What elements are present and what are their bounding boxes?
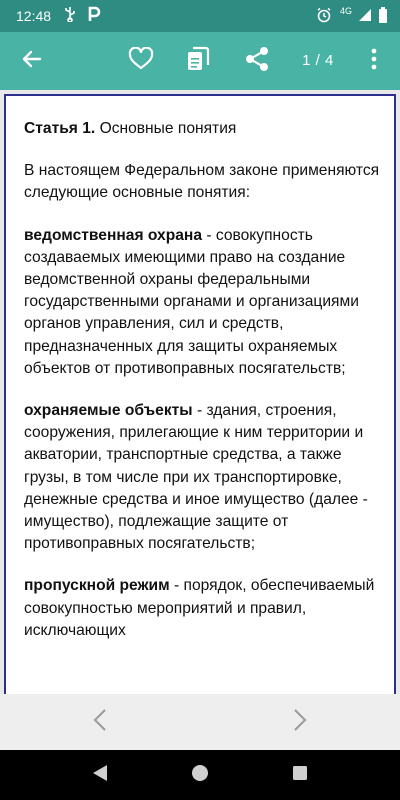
app-bar bbox=[0, 32, 400, 90]
heart-icon bbox=[128, 47, 154, 76]
copy-icon bbox=[186, 46, 210, 77]
signal-icon bbox=[358, 8, 372, 24]
system-recents-button[interactable] bbox=[288, 763, 312, 787]
definition-text: - совокупность создаваемых имеющими право на создание ведомственной охраны федеральными государственными органами и организациями органов управления, сил и средств, предназначенных для защиты охраняемых объектов от противоправных посягательств; bbox=[24, 226, 359, 377]
status-bar bbox=[0, 0, 400, 32]
system-navigation-bar bbox=[0, 750, 400, 800]
back-arrow-icon bbox=[22, 49, 42, 74]
content-frame bbox=[0, 90, 400, 694]
definition-text: - здания, строения, сооружения, прилегающие к ним территории и акватории, транспортные средства, а также грузы, в том числе при их транспортировке, денежные средства и иное имущество (далее - имущество), подлежащие защите от противоправных посягательств; bbox=[24, 402, 368, 553]
nav-home-icon bbox=[191, 764, 209, 787]
definition-term: пропускной режим bbox=[24, 577, 170, 595]
definition-item bbox=[24, 575, 380, 642]
definition-text: - порядок, обеспечиваемый совокупностью мероприятий и правил, исключающих bbox=[24, 577, 375, 639]
more-button[interactable] bbox=[356, 41, 392, 81]
system-home-button[interactable] bbox=[188, 763, 212, 787]
definition-term: ведомственная охрана bbox=[24, 226, 203, 244]
copy-button[interactable] bbox=[178, 41, 218, 81]
system-back-button[interactable] bbox=[88, 763, 112, 787]
favorite-button[interactable] bbox=[121, 41, 161, 81]
article-heading bbox=[24, 118, 380, 140]
chevron-left-icon bbox=[93, 708, 107, 737]
next-page-button[interactable] bbox=[280, 704, 320, 740]
chevron-right-icon bbox=[293, 708, 307, 737]
back-button[interactable] bbox=[12, 41, 52, 81]
parking-icon bbox=[87, 6, 101, 27]
status-time: 12:48 bbox=[16, 8, 52, 24]
page-indicator: 1 / 4 bbox=[302, 52, 334, 69]
article-title: Основные понятия bbox=[95, 120, 237, 137]
article-intro: В настоящем Федеральном законе применяются следующие основные понятия: bbox=[24, 162, 380, 202]
nav-back-icon bbox=[92, 764, 108, 787]
previous-page-button[interactable] bbox=[80, 704, 120, 740]
bottom-navigation bbox=[0, 694, 400, 750]
more-icon bbox=[371, 48, 377, 75]
nav-recents-icon bbox=[292, 765, 308, 786]
article-view[interactable] bbox=[4, 94, 396, 696]
definition-term: охраняемые объекты bbox=[24, 402, 193, 420]
usb-icon bbox=[63, 6, 77, 27]
article-text bbox=[6, 96, 394, 642]
battery-icon bbox=[378, 7, 388, 25]
share-icon bbox=[244, 46, 270, 77]
definition-item bbox=[24, 225, 380, 380]
alarm-icon bbox=[316, 7, 332, 25]
network-label: 4G bbox=[339, 6, 352, 16]
definition-item bbox=[24, 400, 380, 555]
share-button[interactable] bbox=[237, 41, 277, 81]
article-number: Статья 1. bbox=[24, 120, 96, 137]
